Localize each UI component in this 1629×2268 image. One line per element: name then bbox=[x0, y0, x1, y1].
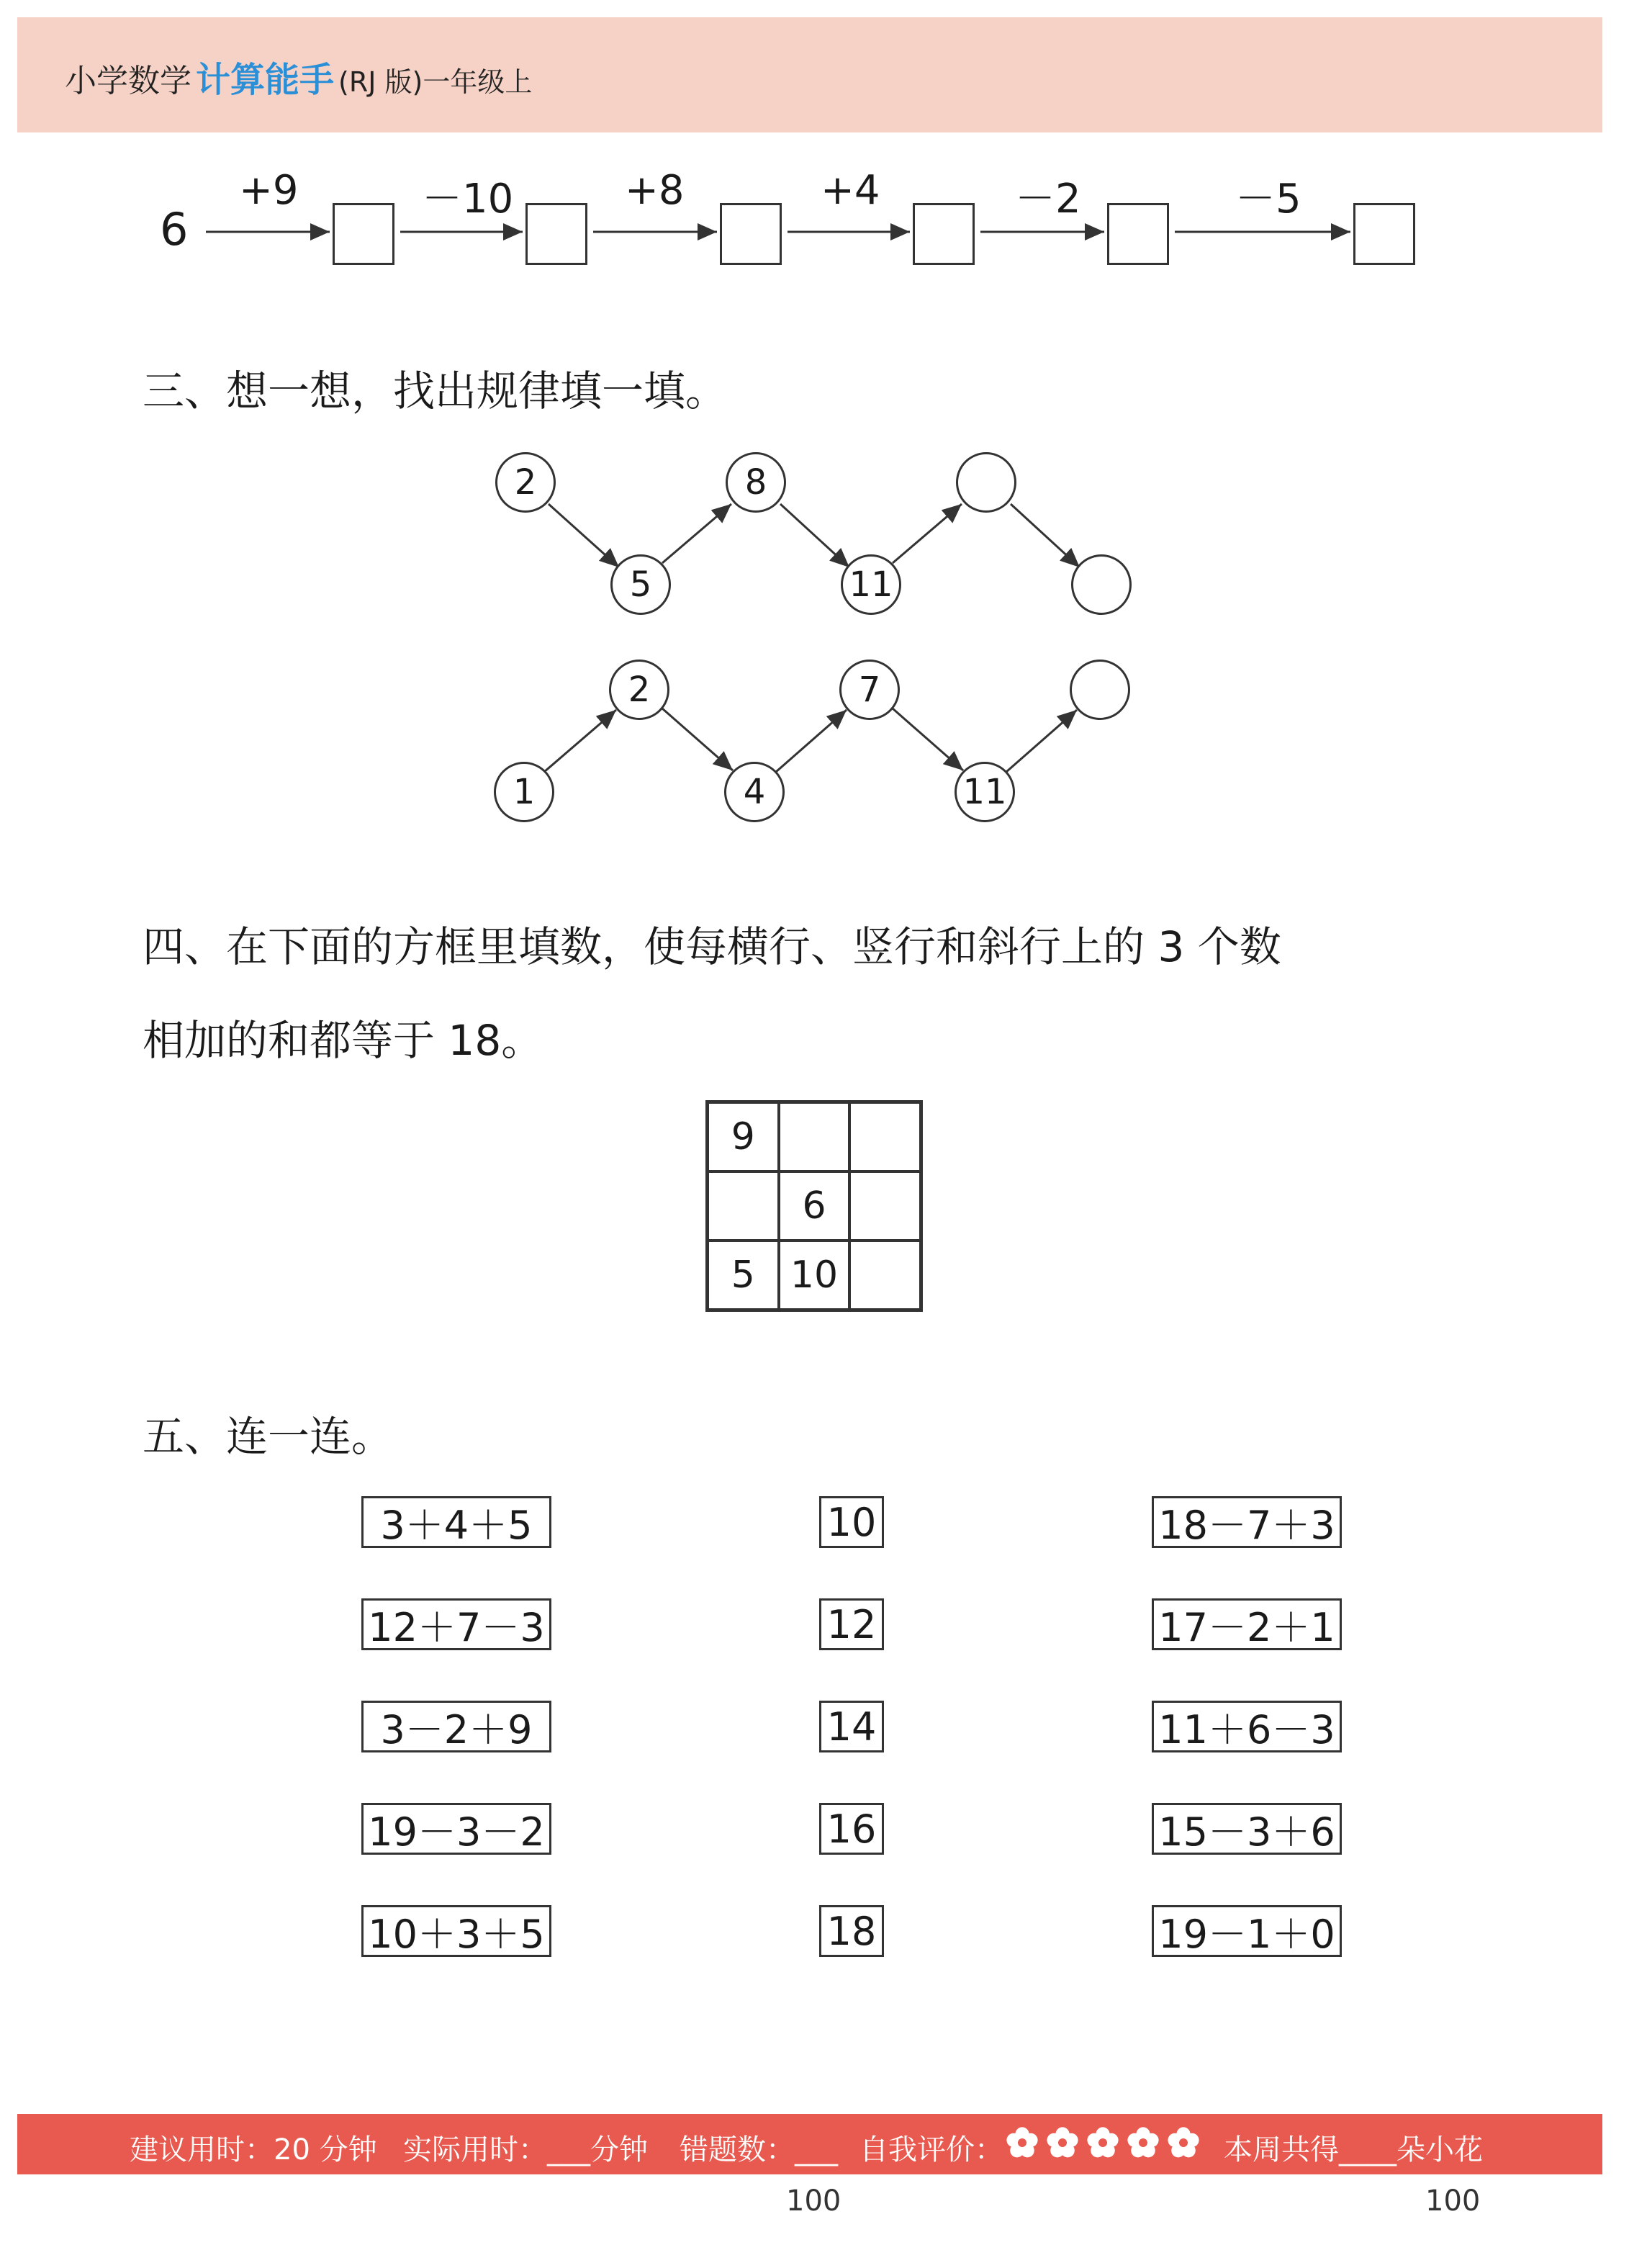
grid-answer-cell[interactable] bbox=[779, 1102, 850, 1171]
pattern-arrow bbox=[776, 710, 847, 772]
pattern-answer-node[interactable] bbox=[956, 452, 1016, 513]
pattern-node: 5 bbox=[610, 554, 671, 615]
pattern-node: 11 bbox=[841, 554, 901, 615]
pattern-arrow bbox=[1011, 504, 1080, 567]
header-brand: 计算能手 bbox=[196, 60, 335, 100]
grid-cell: 10 bbox=[779, 1241, 850, 1310]
chain-op-label: －2 bbox=[1015, 176, 1081, 222]
chain-answer-box[interactable] bbox=[1107, 203, 1169, 265]
middle-number[interactable]: 14 bbox=[819, 1701, 884, 1752]
flower-icon[interactable] bbox=[1166, 2125, 1201, 2160]
grid-cell: 5 bbox=[708, 1241, 779, 1310]
middle-number[interactable]: 12 bbox=[819, 1598, 884, 1650]
right-expression[interactable]: 17－2＋1 bbox=[1152, 1598, 1342, 1650]
pattern-answer-node[interactable] bbox=[1070, 660, 1130, 720]
flower-icon[interactable] bbox=[1045, 2125, 1080, 2160]
pattern-answer-node[interactable] bbox=[1071, 554, 1132, 615]
section5-heading: 五、连一连。 bbox=[143, 1412, 394, 1461]
left-expression[interactable]: 19－3－2 bbox=[361, 1803, 551, 1855]
middle-number[interactable]: 16 bbox=[819, 1803, 884, 1855]
grid-answer-cell[interactable] bbox=[849, 1171, 921, 1241]
flower-icon[interactable] bbox=[1086, 2125, 1120, 2160]
suggested-time: 建议用时：20 分钟 bbox=[130, 2133, 377, 2166]
footer-band bbox=[17, 2114, 1602, 2174]
chain-answer-box[interactable] bbox=[913, 203, 975, 265]
grid-answer-cell[interactable] bbox=[708, 1171, 779, 1241]
pattern-arrow bbox=[662, 504, 731, 563]
left-expression[interactable]: 3－2＋9 bbox=[361, 1701, 551, 1752]
grid-cell: 6 bbox=[779, 1171, 850, 1241]
self-evaluation-flowers bbox=[1005, 2125, 1201, 2160]
pattern-arrow bbox=[549, 504, 619, 567]
grid-answer-cell[interactable] bbox=[849, 1241, 921, 1310]
chain-op-label: +9 bbox=[239, 167, 299, 214]
left-expression[interactable]: 10＋3＋5 bbox=[361, 1905, 551, 1957]
pattern-arrow bbox=[662, 708, 733, 770]
pattern-arrow bbox=[893, 504, 962, 563]
header-edition: (RJ 版)一年级上 bbox=[338, 66, 533, 98]
grid-cell: 9 bbox=[708, 1102, 779, 1171]
flower-icon[interactable] bbox=[1005, 2125, 1039, 2160]
pattern-arrow bbox=[780, 504, 849, 567]
header-prefix: 小学数学 bbox=[65, 63, 191, 99]
right-expression[interactable]: 11＋6－3 bbox=[1152, 1701, 1342, 1752]
right-expression[interactable]: 19－1＋0 bbox=[1152, 1905, 1342, 1957]
weekly-flower-count: 本周共得____朵小花 bbox=[1224, 2133, 1483, 2166]
left-expression[interactable]: 3＋4＋5 bbox=[361, 1496, 551, 1548]
chain-op-label: +8 bbox=[625, 167, 685, 214]
pattern-node: 2 bbox=[495, 452, 556, 513]
pattern-arrow bbox=[1006, 710, 1077, 772]
right-expression[interactable]: 18－7＋3 bbox=[1152, 1496, 1342, 1548]
self-evaluation-label: 自我评价： bbox=[859, 2133, 1003, 2166]
page-number: 100 bbox=[786, 2184, 841, 2218]
actual-time: 实际用时：___分钟 bbox=[403, 2133, 648, 2166]
pattern-node: 7 bbox=[839, 660, 900, 720]
pattern-node: 11 bbox=[955, 762, 1015, 822]
pattern-arrow bbox=[544, 710, 616, 772]
left-expression[interactable]: 12＋7－3 bbox=[361, 1598, 551, 1650]
error-count: 错题数：___ bbox=[680, 2133, 838, 2166]
magic-square-grid bbox=[705, 1100, 923, 1312]
section3-heading: 三、想一想，找出规律填一填。 bbox=[143, 366, 728, 415]
middle-number[interactable]: 10 bbox=[819, 1496, 884, 1548]
chain-answer-box[interactable] bbox=[720, 203, 782, 265]
chain-op-label: －5 bbox=[1235, 176, 1301, 222]
chain-op-label: －10 bbox=[422, 176, 514, 222]
chain-start-number: 6 bbox=[160, 203, 189, 256]
pattern-arrow bbox=[893, 708, 963, 770]
middle-number[interactable]: 18 bbox=[819, 1905, 884, 1957]
pattern-node: 1 bbox=[494, 762, 554, 822]
pattern-node: 4 bbox=[724, 762, 785, 822]
grid-answer-cell[interactable] bbox=[849, 1102, 921, 1171]
page-number-right: 100 bbox=[1425, 2184, 1481, 2218]
chain-answer-box[interactable] bbox=[333, 203, 394, 265]
chain-op-label: +4 bbox=[821, 167, 880, 214]
pattern-node: 8 bbox=[726, 452, 786, 513]
chain-answer-box[interactable] bbox=[1353, 203, 1415, 265]
right-expression[interactable]: 15－3＋6 bbox=[1152, 1803, 1342, 1855]
section4-heading: 四、在下面的方框里填数，使每横行、竖行和斜行上的 3 个数 bbox=[143, 922, 1281, 971]
chain-answer-box[interactable] bbox=[525, 203, 587, 265]
pattern-node: 2 bbox=[609, 660, 669, 720]
section4-heading-continued: 相加的和都等于 18。 bbox=[143, 1016, 543, 1065]
flower-icon[interactable] bbox=[1126, 2125, 1160, 2160]
